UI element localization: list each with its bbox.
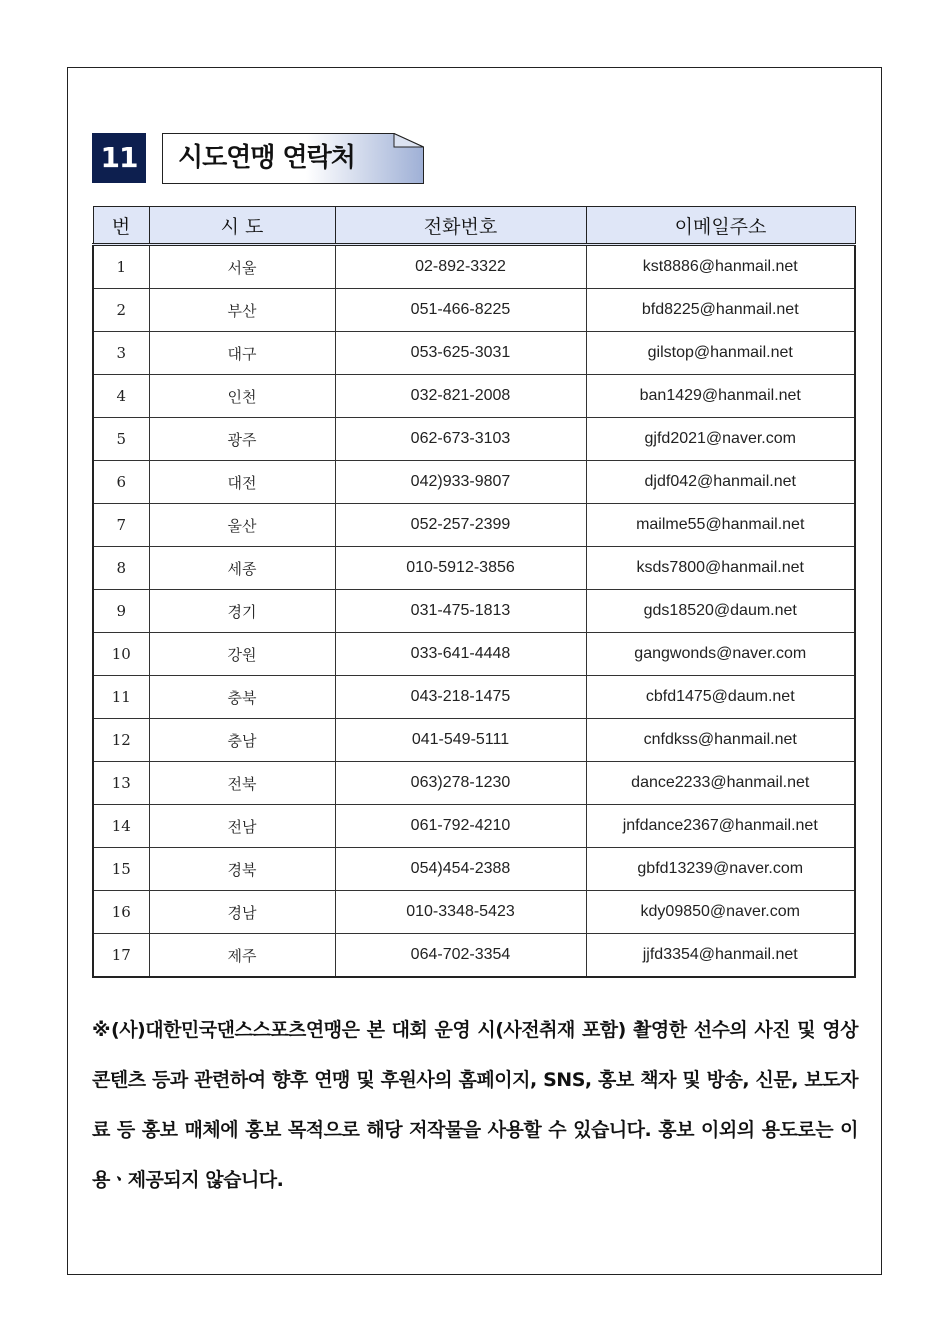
row-email: ban1429@hanmail.net bbox=[586, 375, 855, 418]
row-email: kst8886@hanmail.net bbox=[586, 245, 855, 289]
row-region: 충북 bbox=[149, 676, 335, 719]
row-email: cbfd1475@daum.net bbox=[586, 676, 855, 719]
table-row bbox=[93, 418, 855, 461]
row-phone: 052-257-2399 bbox=[335, 504, 586, 547]
row-number: 8 bbox=[93, 547, 149, 590]
row-phone: 041-549-5111 bbox=[335, 719, 586, 762]
table-row bbox=[93, 805, 855, 848]
table-row bbox=[93, 762, 855, 805]
row-number: 1 bbox=[93, 245, 149, 289]
row-email: gbfd13239@naver.com bbox=[586, 848, 855, 891]
row-phone: 062-673-3103 bbox=[335, 418, 586, 461]
row-email: kdy09850@naver.com bbox=[586, 891, 855, 934]
table-header-row bbox=[93, 207, 855, 245]
row-phone: 063)278-1230 bbox=[335, 762, 586, 805]
contacts-table-body bbox=[93, 245, 855, 978]
row-phone: 010-3348-5423 bbox=[335, 891, 586, 934]
row-region: 전남 bbox=[149, 805, 335, 848]
row-number: 15 bbox=[93, 848, 149, 891]
table-row bbox=[93, 590, 855, 633]
row-number: 4 bbox=[93, 375, 149, 418]
row-email: dance2233@hanmail.net bbox=[586, 762, 855, 805]
header-region: 시 도 bbox=[149, 207, 335, 245]
row-number: 14 bbox=[93, 805, 149, 848]
row-email: gds18520@daum.net bbox=[586, 590, 855, 633]
section-number: 11 bbox=[92, 133, 146, 183]
row-phone: 064-702-3354 bbox=[335, 934, 586, 978]
row-region: 경남 bbox=[149, 891, 335, 934]
table-row bbox=[93, 375, 855, 418]
row-number: 3 bbox=[93, 332, 149, 375]
row-number: 6 bbox=[93, 461, 149, 504]
row-number: 16 bbox=[93, 891, 149, 934]
row-phone: 032-821-2008 bbox=[335, 375, 586, 418]
row-number: 2 bbox=[93, 289, 149, 332]
row-number: 11 bbox=[93, 676, 149, 719]
row-region: 울산 bbox=[149, 504, 335, 547]
row-phone: 043-218-1475 bbox=[335, 676, 586, 719]
row-region: 전북 bbox=[149, 762, 335, 805]
row-phone: 031-475-1813 bbox=[335, 590, 586, 633]
table-row bbox=[93, 719, 855, 762]
row-email: bfd8225@hanmail.net bbox=[586, 289, 855, 332]
row-number: 13 bbox=[93, 762, 149, 805]
row-region: 대구 bbox=[149, 332, 335, 375]
row-region: 경북 bbox=[149, 848, 335, 891]
row-region: 광주 bbox=[149, 418, 335, 461]
row-phone: 042)933-9807 bbox=[335, 461, 586, 504]
table-row bbox=[93, 547, 855, 590]
header-phone: 전화번호 bbox=[335, 207, 586, 245]
row-phone: 061-792-4210 bbox=[335, 805, 586, 848]
row-region: 부산 bbox=[149, 289, 335, 332]
row-phone: 054)454-2388 bbox=[335, 848, 586, 891]
row-phone: 02-892-3322 bbox=[335, 245, 586, 289]
row-number: 9 bbox=[93, 590, 149, 633]
table-row bbox=[93, 245, 855, 289]
row-region: 인천 bbox=[149, 375, 335, 418]
table-row bbox=[93, 848, 855, 891]
table-row bbox=[93, 461, 855, 504]
row-number: 17 bbox=[93, 934, 149, 978]
row-phone: 010-5912-3856 bbox=[335, 547, 586, 590]
row-region: 경기 bbox=[149, 590, 335, 633]
notice-paragraph: ※(사)대한민국댄스스포츠연맹은 본 대회 운영 시(사전취재 포함) 촬영한 선수의 사진 및 영상 콘텐츠 등과 관련하여 향후 연맹 및 후원사의 홈페이지, SNS, 홍보 책자 및 방송, 신문, 보도자료 등 홍보 매체에 홍보 목적으로 해당 저작물을 사용할 수 있습니다. 홍보 이외의 용도로는 이용ㆍ제공되지 않습니다. bbox=[92, 1019, 858, 1191]
table-row bbox=[93, 676, 855, 719]
row-email: jnfdance2367@hanmail.net bbox=[586, 805, 855, 848]
row-email: djdf042@hanmail.net bbox=[586, 461, 855, 504]
row-email: gilstop@hanmail.net bbox=[586, 332, 855, 375]
table-row bbox=[93, 891, 855, 934]
row-region: 제주 bbox=[149, 934, 335, 978]
section-title-box bbox=[162, 133, 424, 183]
row-phone: 051-466-8225 bbox=[335, 289, 586, 332]
contacts-table bbox=[92, 206, 856, 978]
table-row bbox=[93, 504, 855, 547]
header-email: 이메일주소 bbox=[586, 207, 855, 245]
row-region: 세종 bbox=[149, 547, 335, 590]
row-email: gjfd2021@naver.com bbox=[586, 418, 855, 461]
row-region: 강원 bbox=[149, 633, 335, 676]
section-heading bbox=[92, 133, 432, 185]
row-region: 서울 bbox=[149, 245, 335, 289]
row-number: 7 bbox=[93, 504, 149, 547]
table-row bbox=[93, 289, 855, 332]
row-email: mailme55@hanmail.net bbox=[586, 504, 855, 547]
table-row bbox=[93, 332, 855, 375]
row-region: 충남 bbox=[149, 719, 335, 762]
row-email: cnfdkss@hanmail.net bbox=[586, 719, 855, 762]
row-number: 5 bbox=[93, 418, 149, 461]
table-row bbox=[93, 934, 855, 978]
row-number: 10 bbox=[93, 633, 149, 676]
table-row bbox=[93, 633, 855, 676]
row-number: 12 bbox=[93, 719, 149, 762]
header-no: 번 bbox=[93, 207, 149, 245]
row-email: ksds7800@hanmail.net bbox=[586, 547, 855, 590]
row-phone: 053-625-3031 bbox=[335, 332, 586, 375]
row-email: jjfd3354@hanmail.net bbox=[586, 934, 855, 978]
row-phone: 033-641-4448 bbox=[335, 633, 586, 676]
row-email: gangwonds@naver.com bbox=[586, 633, 855, 676]
section-title: 시도연맹 연락처 bbox=[178, 143, 355, 173]
row-region: 대전 bbox=[149, 461, 335, 504]
